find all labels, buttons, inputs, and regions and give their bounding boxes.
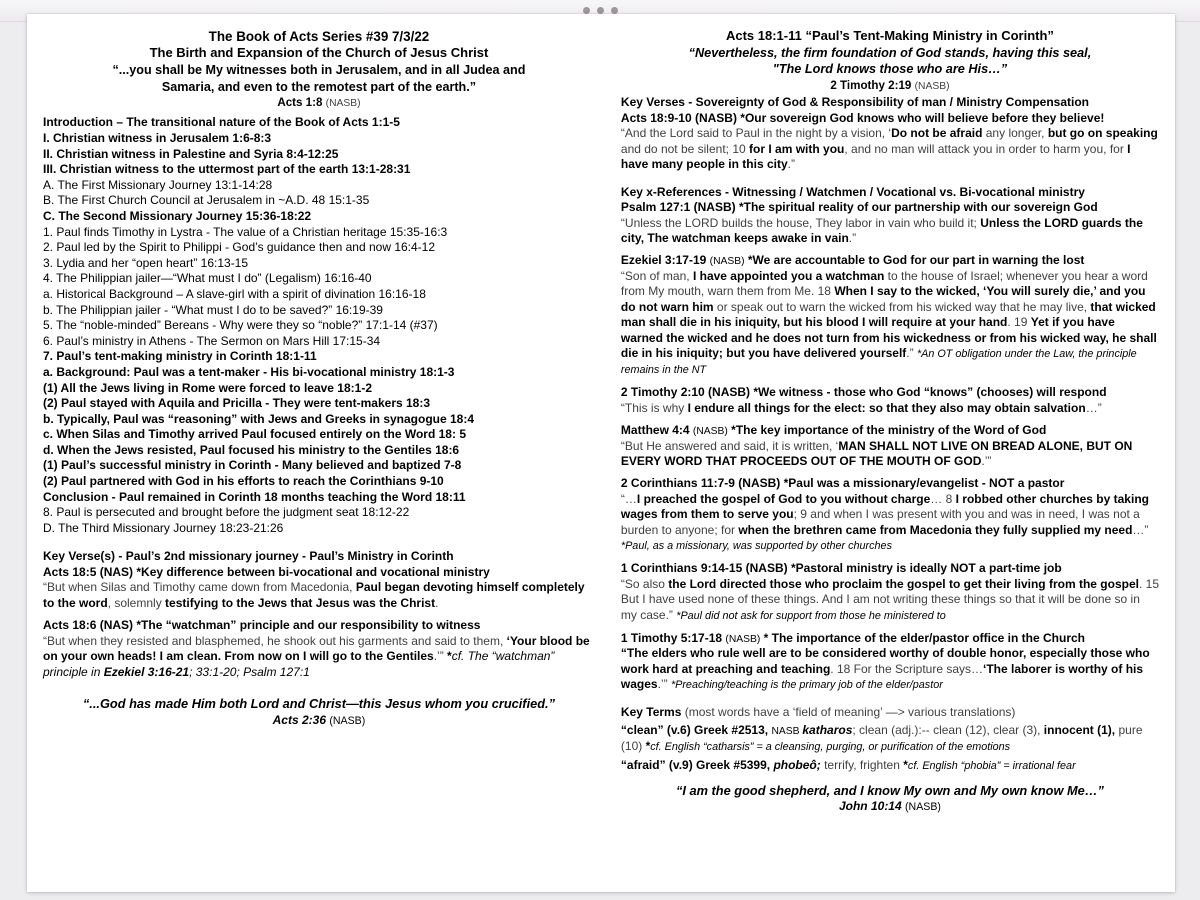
scripture-reference: 1 Timothy 5:17-18 (NASB) * The importance of the elder/pastor office in the Church (620, 630, 1086, 645)
outline-item: D. The Third Missionary Journey 18:23-21:26 (43, 520, 284, 535)
epigraph-line1: “...you shall be My witnesses both in Jerusalem, and in all Judea and (112, 63, 526, 78)
outline-item: I. Christian witness in Jerusalem 1:6-8:3 (43, 131, 272, 145)
scripture-text: “The elders who rule well are to be considered worthy of double honor, especially those who work hard at preaching and teaching. 18 For the Scripture says…‘The laborer is worthy of his wages.’” *Preaching/teaching is the primary job of the elder/pastor (620, 646, 1150, 692)
right-xref-entries (621, 200, 1159, 693)
document-page (27, 14, 1175, 892)
left-column (43, 28, 595, 882)
scripture-reference: Acts 18:9-10 (NASB) *Our sovereign God knows who will believe before they believe! (620, 110, 1105, 125)
outline-item: 8. Paul is persecuted and brought before the judgment seat 18:12-22 (43, 505, 410, 520)
scripture-entry (621, 476, 1159, 554)
left-scripture-entries (43, 565, 595, 680)
outline-item: 3. Lydia and her “open heart” 16:13-15 (43, 255, 249, 270)
introduction-line: Introduction – The transitional nature of the Book of Acts 1:1-5 (43, 115, 400, 130)
key-terms-heading: Key Terms (most words have a ‘field of meaning’ —> various translations) (620, 704, 1016, 719)
scripture-reference: Acts 18:5 (NAS) *Key difference between bi-vocational and vocational ministry (43, 564, 490, 579)
right-closing-quote: “I am the good shepherd, and I know My own and My own know Me…” (675, 782, 1104, 798)
page-title-line2: The Birth and Expansion of the Church of Jesus Christ (149, 45, 489, 61)
outline-item: 4. The Philippian jailer—“What must I do” (Legalism) 16:16-40 (43, 271, 372, 286)
dot-2 (597, 7, 604, 14)
scripture-text: “This is why I endure all things for the elect: so that they also may obtain salvation…” (620, 400, 1102, 415)
outline-item: III. Christian witness to the uttermost part of the earth 13:1-28:31 (43, 162, 411, 177)
scripture-entry (621, 253, 1159, 378)
outline-item: (1) Paul’s successful ministry in Corinth - Many believed and baptized 7-8 (43, 458, 462, 473)
key-term-entry: “clean” (v.6) Greek #2513, NASB katharos; clean (adj.):-- clean (12), clear (3), innocent (1), pure (10) *cf. English “catharsis” = a cleansing, purging, or purification of the emotions (620, 723, 1143, 753)
left-closing-quote: “...God has made Him both Lord and Christ—this Jesus whom you crucified.” (82, 696, 556, 712)
scripture-entry (621, 111, 1159, 173)
epigraph-ref-text: Acts 1:8 (277, 96, 323, 110)
outline-item: 6. Paul’s ministry in Athens - The Sermon on Mars Hill 17:15-34 (43, 333, 381, 348)
epigraph-version: (NASB) (325, 98, 361, 110)
scripture-text: “But when Silas and Timothy came down from Macedonia, Paul began devoting himself completely to the word, solemnly testifying to the Jews that Jesus was the Christ. (43, 580, 585, 610)
scripture-text: “Unless the LORD builds the house, They labor in vain who build it; Unless the LORD guards the city, The watchman keeps awake in vain.” (620, 215, 1143, 246)
outline-item: b. Typically, Paul was “reasoning” with Jews and Greeks in synagogue 18:4 (43, 411, 475, 426)
outline-item: a. Background: Paul was a tent-maker - His bi-vocational ministry 18:1-3 (43, 364, 455, 379)
outline-item: A. The First Missionary Journey 13:1-14:28 (43, 177, 273, 192)
outline-list (43, 131, 595, 536)
scripture-entry (43, 565, 595, 611)
right-epigraph-line2: "The Lord knows those who are His…” (772, 62, 1008, 77)
scripture-text: “And the Lord said to Paul in the night by a vision, ‘Do not be afraid any longer, but go on speaking and do not be silent; 10 for I am with you, and no man will attack you in order to harm you, for I have many people in this city.” (620, 126, 1158, 172)
scripture-text: “…I preached the gospel of God to you without charge… 8 I robbed other churches by taking wages from them to serve you; 9 and when I was present with you and was in need, I was not a burden to anyone; for when the brethren came from Macedonia they fully supplied my need…” *Paul, as a missionary, was supported by other churches (620, 491, 1149, 553)
outline-item: B. The First Church Council at Jerusalem in ~A.D. 48 15:1-35 (43, 193, 370, 208)
scripture-entry (43, 618, 595, 680)
right-epigraph-line1: “Nevertheless, the firm foundation of God stands, having this seal, (688, 45, 1092, 60)
right-epigraph-reference (621, 78, 1159, 93)
scripture-entry (621, 423, 1159, 469)
outline-item: 7. Paul’s tent-making ministry in Corinth 18:1-11 (43, 349, 317, 364)
left-closing-reference (43, 713, 595, 729)
outline-item: C. The Second Missionary Journey 15:36-18:22 (43, 208, 312, 223)
outline-item: (2) Paul stayed with Aquila and Pricilla - They were tent-makers 18:3 (43, 396, 431, 411)
scripture-text: “But He answered and said, it is written, ‘MAN SHALL NOT LIVE ON BREAD ALONE, BUT ON EVERY WORD THAT PROCEEDS OUT OF THE MOUTH OF GOD.’” (620, 438, 1133, 469)
outline-item: II. Christian witness in Palestine and Syria 8:4-12:25 (43, 146, 339, 161)
outline-item: b. The Philippian jailer - “What must I do to be saved?” 16:19-39 (43, 302, 383, 317)
scripture-reference: Acts 18:6 (NAS) *The “watchman” principle and our responsibility to witness (43, 618, 481, 633)
epigraph-reference (43, 95, 595, 110)
epigraph-line2: Samaria, and even to the remotest part of the earth.” (161, 79, 477, 94)
right-title: Acts 18:1-11 “Paul’s Tent-Making Ministry in Corinth” (725, 28, 1054, 43)
outline-item: 5. The “noble-minded” Bereans - Why were they so “noble?” 17:1-14 (#37) (43, 318, 438, 333)
scripture-text: “But when they resisted and blasphemed, he shook out his garments and said to them, ‘Your blood be on your own heads! I am clean. From now on I will go to the Gentiles.’” *cf. The “watchman” principle in Ezekiel 3:16-21; 33:1-20; Psalm 127:1 (43, 633, 590, 679)
right-epigraph-version: (NASB) (914, 80, 950, 92)
right-closing-version: (NASB) (905, 801, 941, 814)
scripture-reference: 1 Corinthians 9:14-15 (NASB) *Pastoral ministry is ideally NOT a part-time job (620, 561, 1062, 576)
key-terms-list (621, 723, 1159, 773)
outline-item: (1) All the Jews living in Rome were forced to leave 18:1-2 (43, 380, 372, 395)
outline-item: Conclusion - Paul remained in Corinth 18 months teaching the Word 18:11 (43, 489, 466, 504)
dot-1 (583, 7, 590, 14)
scripture-text: “Son of man, I have appointed you a watchman to the house of Israel; whenever you hear a word from My mouth, warn them from Me. 18 When I say to the wicked, ‘You will surely die,’ and you do not warn him or speak out to warn the wicked from his wicked way that he may live, that wicked man shall die in his iniquity, but his blood I will require at your hand. 19 Yet if you have warned the wicked and he does not turn from his wickedness or from his wicked way, he shall die in his iniquity; but you have delivered yourself.” *An OT obligation under the Law, the principle remains in the NT (620, 268, 1157, 377)
left-closing-version: (NASB) (329, 714, 366, 727)
scripture-reference: Psalm 127:1 (NASB) *The spiritual reality of our partnership with our sovereign God (620, 200, 1098, 215)
key-verse-heading: Key Verse(s) - Paul’s 2nd missionary journey - Paul’s Ministry in Corinth (43, 549, 454, 564)
outline-item: 1. Paul finds Timothy in Lystra - The value of a Christian heritage 15:35-16:3 (43, 224, 448, 239)
outline-item: c. When Silas and Timothy arrived Paul focused entirely on the Word 18: 5 (43, 427, 466, 442)
outline-item: a. Historical Background – A slave-girl with a spirit of divination 16:16-18 (43, 286, 426, 301)
right-closing-reference (621, 799, 1159, 815)
right-closing-ref-text: John 10:14 (838, 799, 902, 814)
right-epigraph-ref-text: 2 Timothy 2:19 (830, 78, 912, 92)
scripture-entry (621, 631, 1159, 693)
right-column (621, 28, 1159, 882)
outline-item: d. When the Jews resisted, Paul focused his ministry to the Gentiles 18:6 (43, 442, 460, 457)
outline-item: 2. Paul led by the Spirit to Philippi - God’s guidance then and now 16:4-12 (43, 240, 436, 255)
page-title-line1: The Book of Acts Series #39 7/3/22 (208, 29, 430, 44)
key-verses-heading: Key Verses - Sovereignty of God & Responsibility of man / Ministry Compensation (620, 95, 1089, 110)
scripture-reference: 2 Corinthians 11:7-9 (NASB) *Paul was a missionary/evangelist - NOT a pastor (620, 476, 1065, 491)
scripture-entry (621, 385, 1159, 416)
scripture-reference: Matthew 4:4 (NASB) *The key importance of the ministry of the Word of God (620, 423, 1047, 438)
key-term-entry: “afraid” (v.9) Greek #5399, phobeô; terrify, frighten *cf. English “phobia” = irrational fear (620, 757, 1076, 772)
scripture-reference: 2 Timothy 2:10 (NASB) *We witness - those who God “knows” (chooses) will respond (620, 385, 1107, 400)
scripture-entry (621, 561, 1159, 623)
right-key-verses-entries (621, 111, 1159, 173)
outline-item: (2) Paul partnered with God in his efforts to reach the Corinthians 9-10 (43, 474, 444, 489)
more-options-icon[interactable] (583, 7, 618, 14)
scripture-text: “So also the Lord directed those who proclaim the gospel to get their living from the gospel. 15 But I have used none of these things. And I am not writing these things so that it will be done so in my case.” *Paul did not ask for support from those he ministered to (620, 576, 1159, 622)
left-closing-ref-text: Acts 2:36 (272, 712, 327, 727)
dot-3 (611, 7, 618, 14)
scripture-reference: Ezekiel 3:17-19 (NASB) *We are accountable to God for our part in warning the lost (620, 253, 1085, 268)
scripture-entry (621, 200, 1159, 246)
xref-heading: Key x-References - Witnessing / Watchmen / Vocational vs. Bi-vocational ministry (620, 184, 1085, 199)
